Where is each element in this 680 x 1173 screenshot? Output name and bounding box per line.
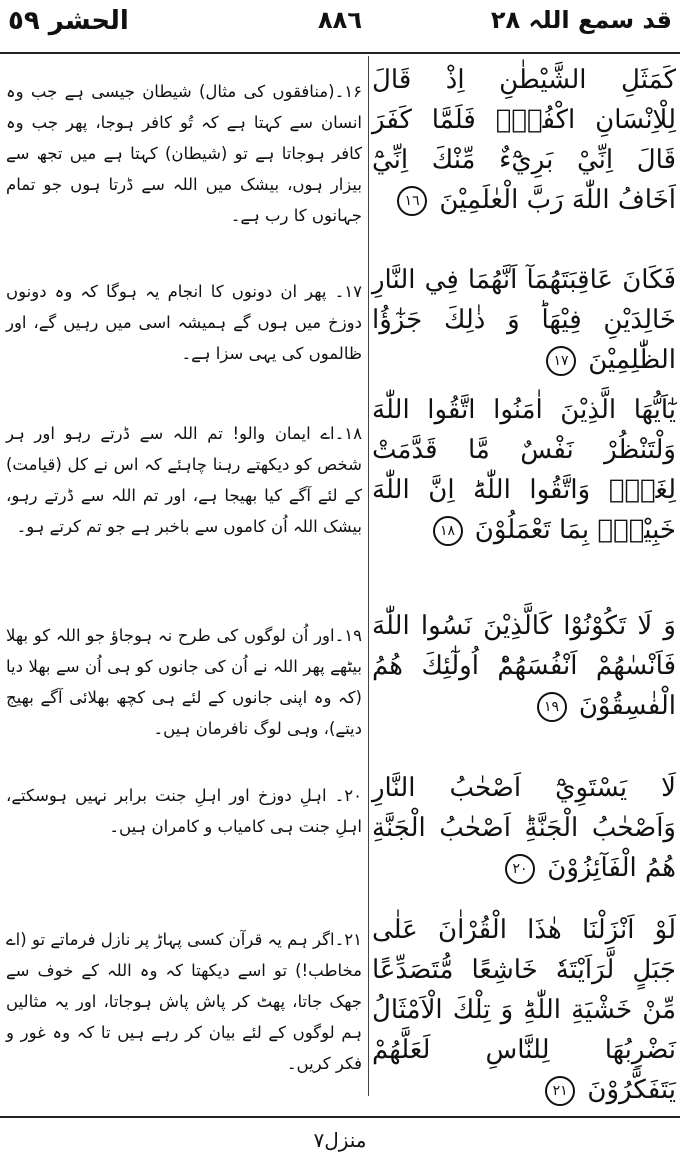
- header-rule: [0, 52, 680, 54]
- verse-text: لَوْ اَنْزَلْنَا هٰذَا الْقُرْاٰنَ عَلٰى جَبَلٍ لَّرَاَيْتَهٗ خَاشِعًا مُّتَصَدِّعًا مِّنْ خَشْيَةِ اللّٰهِؕ وَ تِلْكَ الْاَمْثَالُ نَضْرِبُهَا لِلنَّاسِ لَعَلَّهُمْ يَتَفَكَّرُوْنَ: [372, 915, 676, 1105]
- verse-20: [372, 768, 676, 888]
- verse-text: فَكَانَ عَاقِبَتَهُمَآ اَنَّهُمَا فِي النَّارِ خَالِدَيْنِ فِيْهَاؕ وَ ذٰلِكَ جَزٰٓؤُا الظّٰلِمِيْنَ: [372, 265, 676, 375]
- verse-number-marker: ١٦: [397, 186, 427, 216]
- verse-number-marker: ٢٠: [505, 854, 535, 884]
- footer-rule: [0, 1116, 680, 1118]
- translation-20: ۲۰۔ اہلِ دوزخ اور اہلِ جنت برابر نہیں ہوسکتے، اہلِ جنت ہی کامیاب و کامران ہیں۔: [6, 786, 362, 836]
- manzil-label: منزل۷: [313, 1128, 367, 1152]
- translation-18: ۱۸۔اے ایمان والو! تم اللہ سے ڈرتے رہو اور ہر شخص کو دیکھتے رہنا چاہئے کہ اس نے کل (قیامت) کے لئے آگے کیا بھیجا ہے، اور تم اللہ سے ڈرتے رہو، بیشک اللہ اُن کاموں سے باخبر ہے جو تم کرتے ہو۔: [6, 424, 362, 536]
- verse-18: [372, 390, 676, 550]
- translation-21: ۲۱۔اگر ہم یہ قرآن کسی پہاڑ پر نازل فرماتے تو (اے مخاطب!) تو اسے دیکھتا کہ وہ اللہ کے خوف سے جھک جاتا، پھٹ کر پاش پاش ہوجاتا، اور یہ مثالیں ہم لوگوں کے لئے بیان کر رہے ہیں تا کہ وہ غور و فکر کریں۔: [6, 930, 362, 1073]
- verse-text: كَمَثَلِ الشَّيْطٰنِ اِذْ قَالَ لِلْاِنْسَانِ اكْفُرْۚ فَلَمَّا كَفَرَ قَالَ اِنِّيْ بَرِيْٓءٌ مِّنْكَ اِنِّيْٓ اَخَافُ اللّٰهَ رَبَّ الْعٰلَمِيْنَ: [372, 65, 676, 215]
- verse-number-marker: ١٩: [537, 692, 567, 722]
- translation-16: ۱۶۔(منافقوں کی مثال) شیطان جیسی ہے جب وہ انسان سے کہتا ہے کہ تُو کافر ہوجا، پھر جب وہ کافر ہوجاتا ہے تو (شیطان) کہتا ہے میں تجھ سے بیزار ہوں، بیشک میں اللہ سے ڈرتا ہوں جو تمام جہانوں کا رب ہے۔: [6, 82, 362, 225]
- translation-17: ۱۷۔ پھر ان دونوں کا انجام یہ ہوگا کہ وہ دونوں دوزخ میں ہوں گے ہمیشہ اسی میں رہیں گے، اور ظالموں کی یہی سزا ہے۔: [6, 282, 362, 363]
- verse-17: [372, 260, 676, 380]
- verse-text: وَ لَا تَكُوْنُوْا كَالَّذِيْنَ نَسُوا اللّٰهَ فَاَنْسٰهُمْ اَنْفُسَهُمْؕ اُولٰٓئِكَ هُمُ الْفٰسِقُوْنَ: [372, 611, 676, 721]
- verse-19: [372, 606, 676, 726]
- juz-name: قد سمع اللہ ۲۸: [490, 6, 672, 34]
- surah-name: الحشر ٥٩: [8, 6, 129, 36]
- verse-text: يٰٓاَيُّهَا الَّذِيْنَ اٰمَنُوا اتَّقُوا اللّٰهَ وَلْتَنْظُرْ نَفْسٌ مَّا قَدَّمَتْ لِغَدٍۚ وَاتَّقُوا اللّٰهَؕ اِنَّ اللّٰهَ خَبِيْرٌۢ بِمَا تَعْمَلُوْنَ: [372, 395, 676, 545]
- verse-number-marker: ١٧: [546, 346, 576, 376]
- page-header: [0, 0, 680, 50]
- verse-text: لَا يَسْتَوِيْٓ اَصْحٰبُ النَّارِ وَاَصْحٰبُ الْجَنَّةِؕ اَصْحٰبُ الْجَنَّةِ هُمُ الْفَآئِزُوْنَ: [372, 773, 676, 883]
- page-number: ٨٨٦: [318, 6, 362, 34]
- verse-number-marker: ١٨: [433, 516, 463, 546]
- verse-21: [372, 910, 676, 1110]
- verse-number-marker: ٢١: [545, 1076, 575, 1106]
- translation-19: ۱۹۔اور اُن لوگوں کی طرح نہ ہوجاؤ جو اللہ کو بھلا بیٹھے پھر اللہ نے اُن کی جانوں کو ہی اُن سے بھلا دیا (کہ وہ اپنی جانوں کے لئے ہی کچھ بھلائی آگے بھیج دیتے)، وہی لوگ نافرمان ہیں۔: [6, 626, 362, 738]
- column-divider: [368, 56, 369, 1096]
- verse-16: [372, 60, 676, 220]
